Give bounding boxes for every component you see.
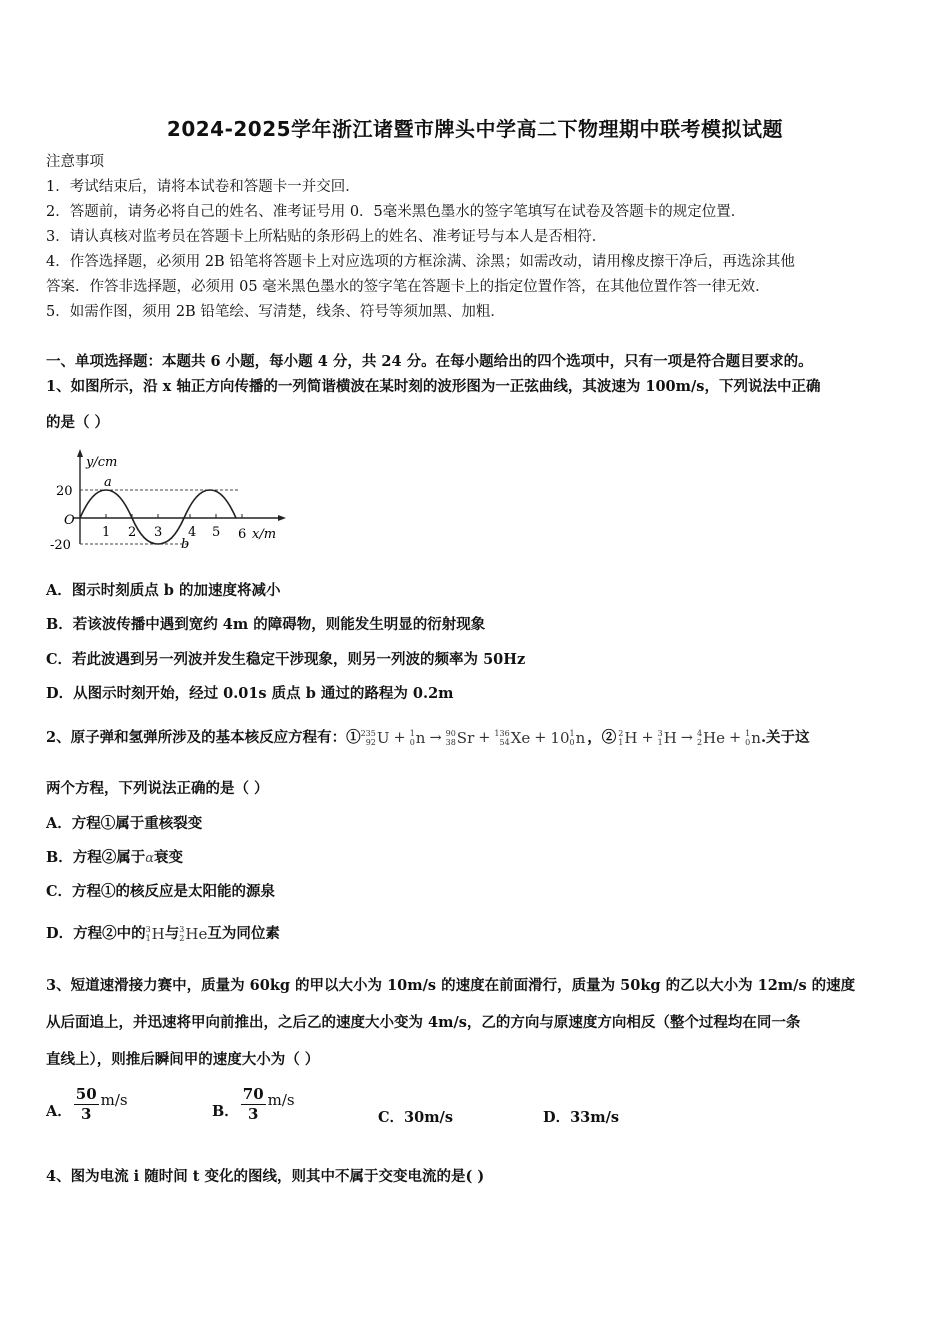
- q2-stem-cont: 两个方程，下列说法正确的是（ ）: [46, 780, 269, 797]
- q1-option-c: C．若此波遇到另一列波并发生稳定干涉现象，则另一列波的频率为 50Hz: [46, 651, 526, 668]
- q3-option-d: D．33m/s: [543, 1109, 620, 1126]
- q3-stem-cont-1: 从后面追上，并迅速将甲向前推出，之后乙的速度大小变为 4m/s，乙的方向与原速度方向相反（整个过程均在同一条: [46, 1014, 801, 1031]
- q1-option-d: D．从图示时刻开始，经过 0.01s 质点 b 通过的路程为 0.2m: [46, 685, 454, 702]
- x-tick-4: 4: [188, 525, 197, 540]
- nuclide-he4: 4 2 He: [696, 729, 726, 747]
- nuclide-xe136: 136 54 Xe: [494, 729, 531, 747]
- q3-stem-cont-2: 直线上），则推后瞬间甲的速度大小为（ ）: [46, 1051, 320, 1068]
- nuclide-h3-option: 3 1 H: [145, 925, 165, 943]
- origin-label: O: [64, 513, 75, 528]
- q2-option-a: A．方程①属于重核裂变: [46, 815, 203, 832]
- q3-option-c: C．30m/s: [378, 1109, 454, 1126]
- x-axis-arrow-icon: [278, 515, 286, 521]
- x-tick-1: 1: [102, 525, 111, 540]
- x-tick-3: 3: [154, 525, 163, 540]
- section-heading: 一、单项选择题：本题共 6 小题，每小题 4 分，共 24 分。在每小题给出的四个选项中，只有一项是符合题目要求的。: [46, 353, 813, 370]
- q1-stem: 1、如图所示，沿 x 轴正方向传播的一列简谐横波在某时刻的波形图为一正弦曲线，其波速为 100m/s，下列说法中正确: [46, 378, 821, 395]
- page-title: 2024-2025学年浙江诸暨市牌头中学高二下物理期中联考模拟试题: [166, 117, 784, 141]
- q1-stem-cont: 的是（ ）: [46, 414, 110, 431]
- x-axis-label: x/m: [252, 527, 277, 542]
- nuclide-sr90: 90 38 Sr: [445, 729, 475, 747]
- notice-2: 2．答题前，请务必将自己的姓名、准考证号用 0．5毫米黑色墨水的签字笔填写在试卷及答题卡的规定位置．: [46, 204, 746, 220]
- point-b-label: b: [181, 537, 190, 552]
- alpha-symbol: α: [145, 851, 155, 866]
- nuclide-h2: 2 1 H: [618, 729, 638, 747]
- nuclide-neutron: 1 0 n: [409, 729, 426, 747]
- point-a-label: a: [104, 475, 112, 490]
- y-tick-neg20: -20: [50, 538, 71, 553]
- notice-heading: 注意事项: [46, 154, 104, 170]
- x-tick-5: 5: [212, 525, 221, 540]
- notice-4-cont: 答案．作答非选择题，必须用 05 毫米黑色墨水的签字笔在答题卡上的指定位置作答，在其他位置作答一律无效．: [46, 279, 770, 295]
- y-axis-arrow-icon: [77, 449, 83, 457]
- x-tick-2: 2: [128, 525, 137, 540]
- q1-wave-graph: [50, 446, 290, 556]
- y-tick-20: 20: [56, 484, 73, 499]
- y-axis-label: y/cm: [86, 455, 118, 470]
- x-tick-6: 6: [238, 527, 247, 542]
- q2-option-d: D．方程②中的 3 1 H 与 3 2 He 互为同位素: [46, 925, 280, 943]
- q4-stem: 4、图为电流 i 随时间 t 变化的图线，则其中不属于交变电流的是( ): [46, 1168, 485, 1185]
- nuclide-10-neutrons: 10 1 0 n: [550, 729, 586, 747]
- q2-stem-prefix: 2、原子弹和氢弹所涉及的基本核反应方程有：①: [46, 729, 361, 746]
- notice-4: 4．作答选择题，必须用 2B 铅笔将答题卡上对应选项的方框涂满、涂黑；如需改动，请用橡皮擦干净后，再选涂其他: [46, 254, 795, 270]
- nuclide-he3-option: 3 2 He: [179, 925, 208, 943]
- q3-option-b: B． $\frac{70}{3}$ m/s: [212, 1085, 295, 1123]
- q1-option-a: A．图示时刻质点 b 的加速度将减小: [46, 582, 281, 599]
- q2-stem-suffix: .关于这: [760, 729, 810, 746]
- q1-option-b: B．若该波传播中遇到宽约 4m 的障碍物，则能发生明显的衍射现象: [46, 616, 486, 633]
- q3-option-a: A． $\frac{50}{3}$ m/s: [46, 1085, 128, 1123]
- q2-option-b: B．方程②属于α衰变: [46, 849, 184, 866]
- notice-5: 5．如需作图，须用 2B 铅笔绘、写清楚，线条、符号等须加黑、加粗．: [46, 304, 505, 320]
- q2-stem: 2、原子弹和氢弹所涉及的基本核反应方程有：① 235 92 U + 1 0 n → 90 38 Sr + 136 54 Xe + 10 1 0 n ，② 2 1 H + 3 1 H → 4 2 He + 1 0 n .关于这: [46, 729, 810, 747]
- nuclide-h3: 3 1 H: [657, 729, 677, 747]
- nuclide-neutron-2: 1 0 n: [745, 729, 761, 747]
- q3-stem: 3、短道速滑接力赛中，质量为 60kg 的甲以大小为 10m/s 的速度在前面滑行，质量为 50kg 的乙以大小为 12m/s 的速度: [46, 977, 856, 994]
- q2-option-c: C．方程①的核反应是太阳能的源泉: [46, 883, 276, 900]
- notice-1: 1．考试结束后，请将本试卷和答题卡一并交回．: [46, 179, 360, 195]
- q2-comma: ，②: [587, 729, 617, 746]
- nuclide-u235: 235 92 U: [360, 729, 390, 747]
- notice-3: 3．请认真核对监考员在答题卡上所粘贴的条形码上的姓名、准考证号与本人是否相符．: [46, 229, 607, 245]
